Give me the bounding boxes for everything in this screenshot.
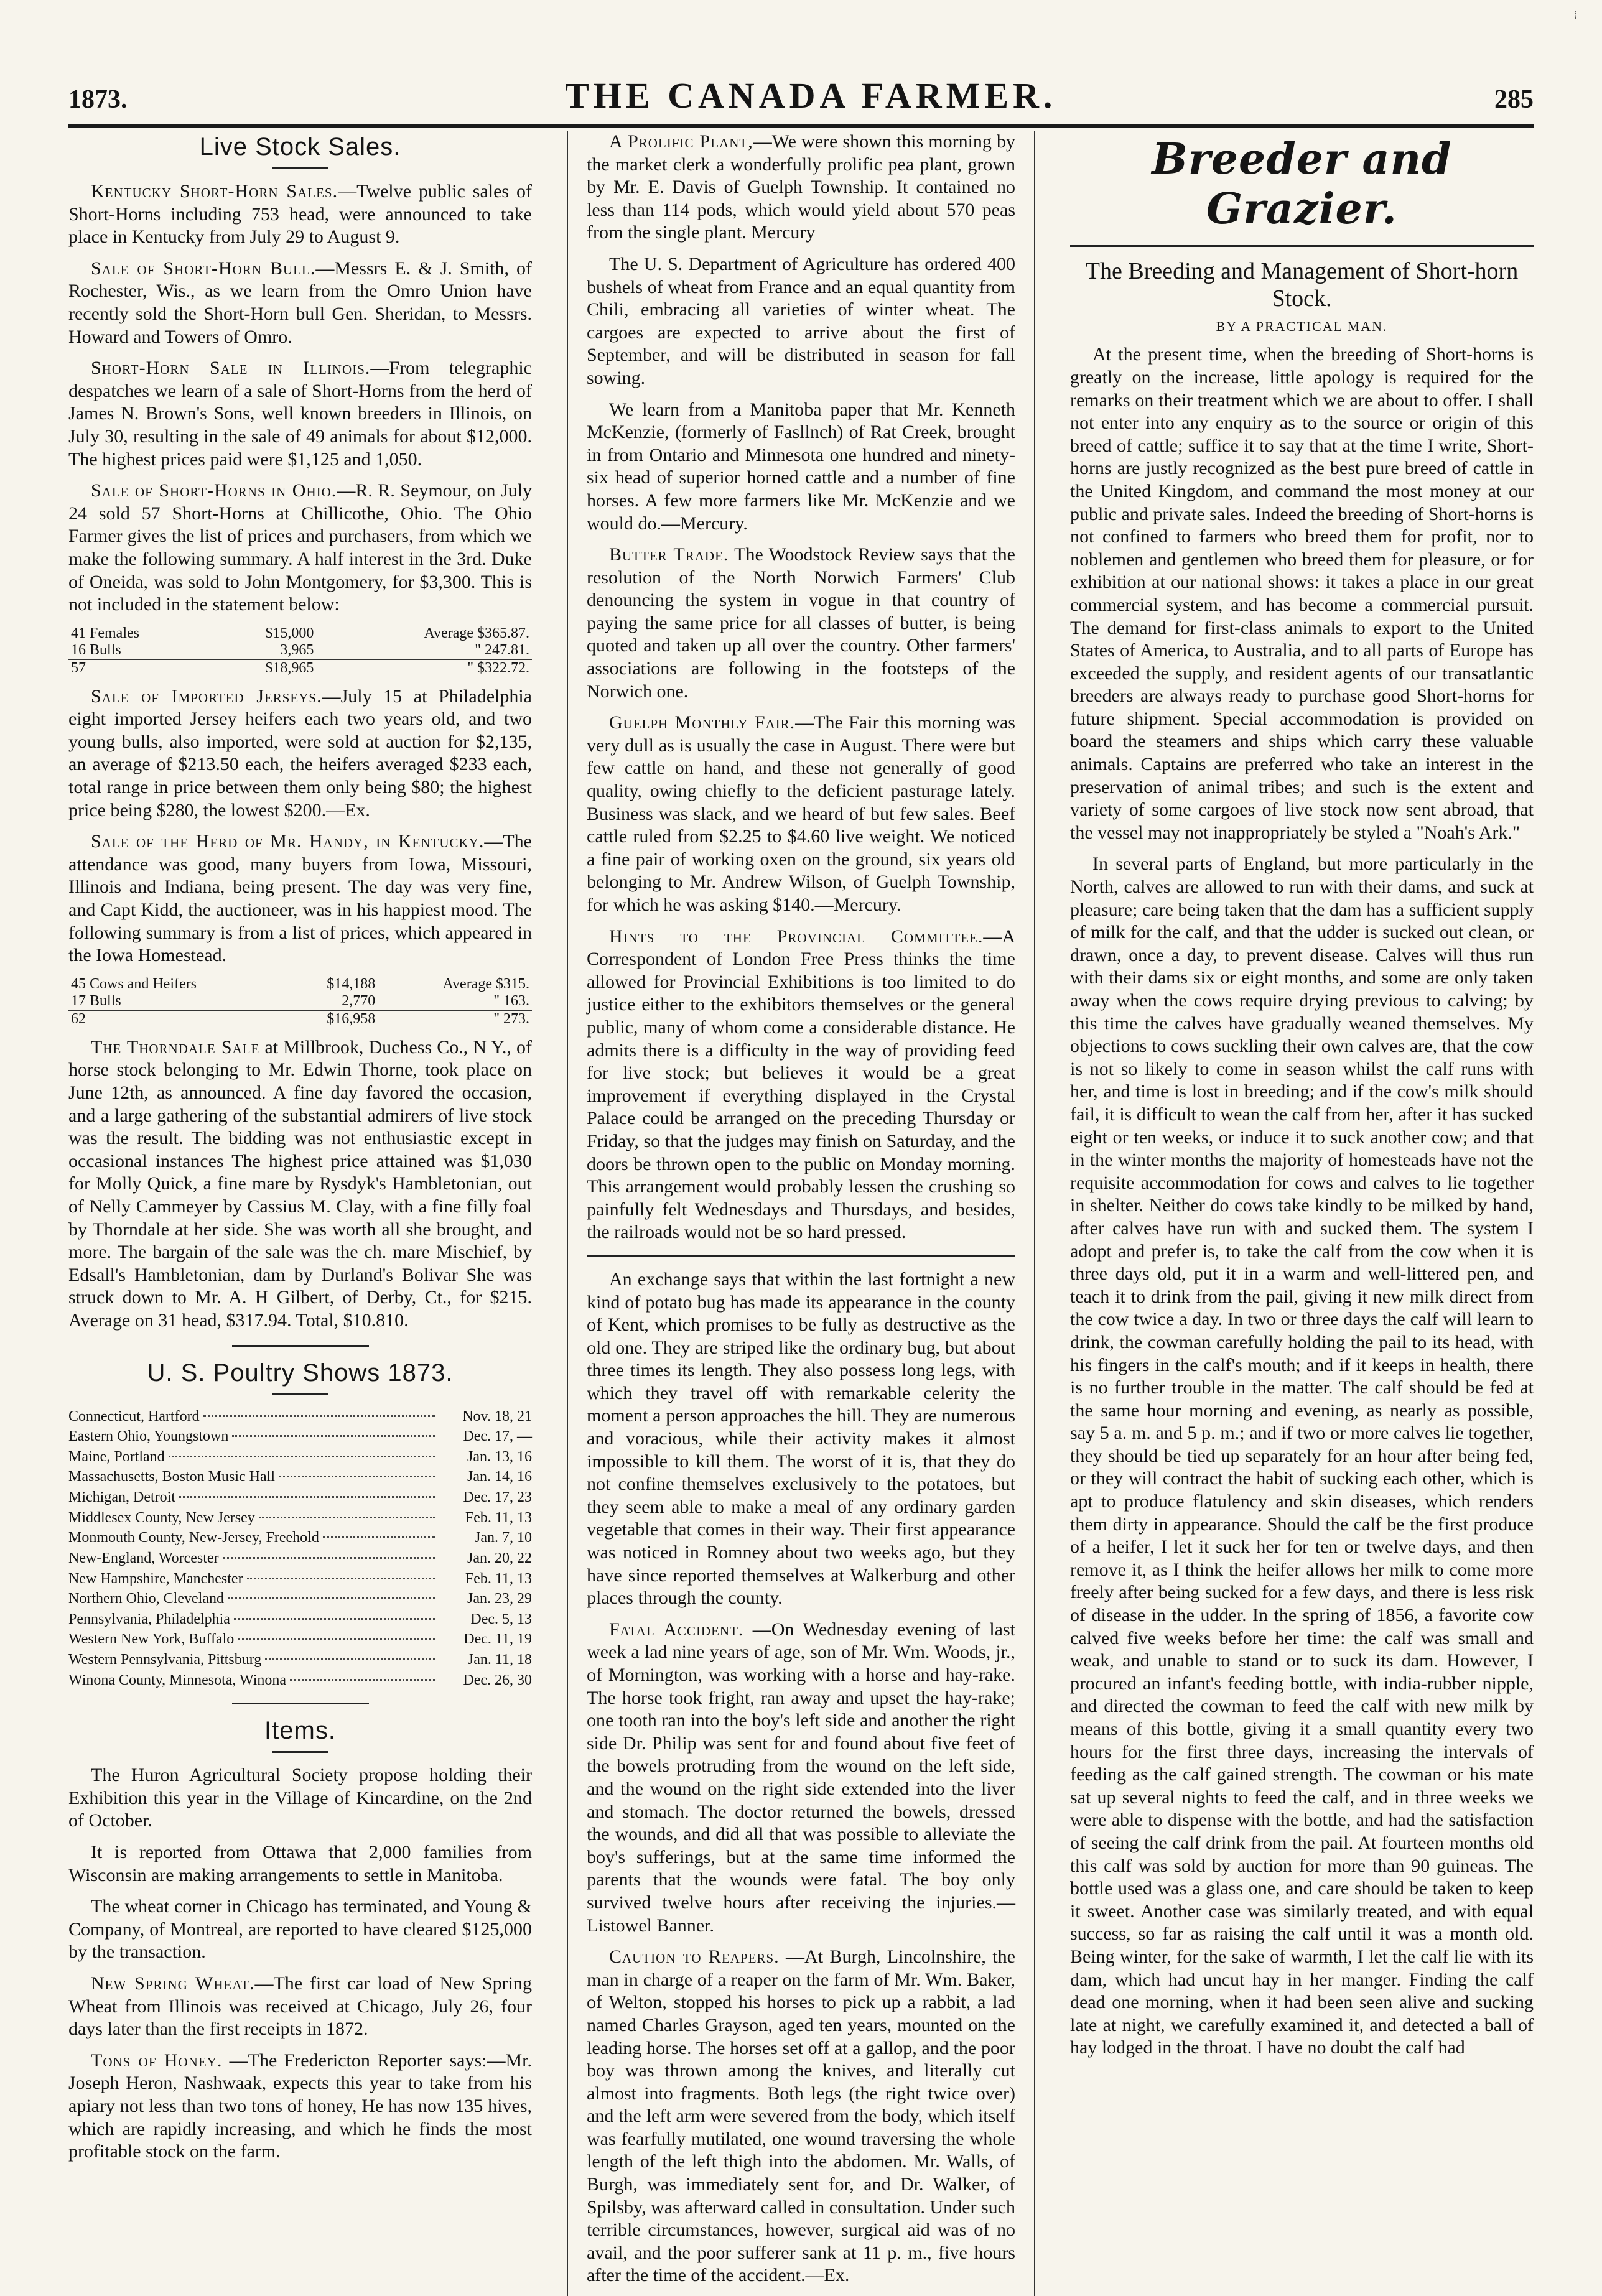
show-date: Nov. 18, 21 [462, 1408, 532, 1425]
lead-in: Short-Horn Sale in Illinois. [91, 358, 371, 379]
lead-in: Kentucky Short-Horn Sales. [91, 181, 338, 202]
leader-dots [169, 1456, 435, 1457]
divider [272, 1751, 328, 1753]
table-cell: 17 Bulls [71, 992, 121, 1009]
table-row [68, 976, 532, 993]
heading-live-stock-sales: Live Stock Sales. [199, 133, 401, 160]
lead-in: Fatal Accident. [609, 1619, 744, 1640]
article-prolific-plant [587, 131, 1015, 244]
leader-dots [259, 1517, 435, 1518]
table-row [68, 993, 532, 1010]
article-jersey-sale [68, 686, 532, 822]
leader-dots [247, 1578, 435, 1579]
columns [68, 131, 1534, 2286]
show-location: Western Pennsylvania, Pittsburg [68, 1652, 262, 1668]
masthead [68, 75, 1534, 128]
list-item [68, 1670, 532, 1691]
show-location: New-England, Worcester [68, 1550, 219, 1566]
leader-dots [290, 1679, 435, 1681]
show-location: Monmouth County, New-Jersey, Freehold [68, 1530, 319, 1546]
leader-dots [232, 1435, 435, 1437]
divider [1070, 245, 1534, 247]
show-date: Jan. 11, 18 [467, 1652, 532, 1668]
lead-in: Tons of Honey. [91, 2050, 223, 2071]
table-cell: 57 [68, 659, 212, 677]
show-location: Massachusetts, Boston Music Hall [68, 1469, 275, 1485]
article-provincial-committee [587, 926, 1015, 1244]
list-item [68, 1467, 532, 1487]
article-thorndale-sale [68, 1036, 532, 1332]
article-text: —From telegraphic despatches we learn of a sale of Short-Horns from the herd of James N. Brown's Sons, well known breeders in Illinois, on July 30, resulting in the sale of 49 animals for about $12,000. The highest prices paid were $1,125 and 1,050. [68, 358, 532, 470]
lead-in: Hints to the Provincial Committee. [609, 926, 984, 947]
show-location: Eastern Ohio, Youngstown [68, 1428, 229, 1445]
table-row-total [68, 659, 532, 677]
item-huron: The Huron Agricultural Society propose holding their Exhibition this year in the Village of Kincardine, on the 2nd of October. [68, 1765, 532, 1831]
column-left [68, 131, 537, 2296]
show-date: Jan. 20, 22 [467, 1550, 532, 1566]
list-item [68, 1508, 532, 1528]
list-item [68, 1629, 532, 1650]
heading-poultry-shows: U. S. Poultry Shows 1873. [147, 1359, 454, 1387]
table-cell: " 273. [378, 1010, 532, 1028]
leader-dots [179, 1496, 435, 1498]
article-text: —The first car load of New Spring Wheat from Illinois was received at Chicago, July 26, four days later than the first receipts in 1872. [68, 1973, 532, 2040]
list-item [68, 1447, 532, 1467]
masthead-year: 1873. [68, 85, 128, 114]
table-row [68, 625, 532, 642]
article-text: —July 15 at Philadelphia eight imported Jersey heifers each two years old, and two young bulls, also imported, were sold at auction for $2,135, an average of $213.50 each, the heifers averaged $233 each, total range in price between them only being $80; the highest price being $280, the lowest $200.—Ex. [68, 686, 532, 820]
lead-in: Caution to Reapers. [609, 1946, 780, 1968]
list-item [68, 1487, 532, 1508]
leader-dots [279, 1476, 435, 1477]
list-item [68, 1406, 532, 1427]
article-handy-herd [68, 830, 532, 967]
leader-dots [234, 1618, 435, 1620]
divider [587, 1255, 1015, 1257]
handy-sale-table [68, 976, 532, 1028]
list-item [68, 1609, 532, 1630]
byline: BY A PRACTICAL MAN. [1216, 318, 1388, 335]
show-date: Jan. 23, 29 [467, 1591, 532, 1607]
table-cell: " $322.72. [316, 659, 532, 677]
lead-in: A Prolific Plant, [609, 131, 753, 152]
article-text: —A Correspondent of London Free Press thinks the time allowed for Provincial Exhibitions is too limited to do justice either to the exhibitors themselves or the general public, many of whom come a considerable distance. He admits there is a difficulty in the way of providing feed for live stock; but believes it would be a great improvement if everything displayed in the Crystal Palace could be arranged on the preceding Thursday or Friday, so that the judges may finish on Saturday, and the doors be thrown open to the public on Monday morning. This arrangement would probably lessen the crushing so painfully felt Wednesdays and Thursdays, and besides, the railroads would not be so hard pressed. [587, 926, 1015, 1243]
lead-in: Sale of Short-Horns in Ohio. [91, 480, 337, 501]
leader-dots [265, 1658, 435, 1660]
article-guelph-fair [587, 712, 1015, 916]
show-date: Feb. 11, 13 [465, 1509, 532, 1526]
column-middle [567, 131, 1035, 2296]
show-location: Winona County, Minnesota, Winona [68, 1671, 287, 1688]
table-cell: 41 Females [71, 625, 139, 641]
article-kentucky-sales [68, 180, 532, 249]
article-text: —Twelve public sales of Short-Horns including 753 head, were announced to take place in Kentucky from July 29 to August 9. [68, 181, 532, 248]
table-cell: 62 [68, 1010, 288, 1028]
table-row [68, 642, 532, 659]
table-cell: 45 Cows and Heifers [71, 975, 197, 992]
article-potato-bug: An exchange says that within the last fortnight a new kind of potato bug has made its appearance in the county of Kent, which promises to be fully as destructive as the old one. They are striped like the ordinary bug, but about three times its length. They also possess long legs, with which they travel off with remarkable celerity the moment a person approaches the hill. They are numerous and voracious, while their activity makes it almost impossible to kill them. The worst of it is, that they do not confine themselves exclusively to the potatoes, but they seem able to make a meal of any ordinary garden vegetable that comes in their way. Their first appearance was noticed in Romney about two weeks ago, but they have since reported themselves at Walkerburg and other places through the county. [587, 1268, 1015, 1609]
list-item [68, 1426, 532, 1447]
divider [232, 1703, 369, 1704]
article-text: —We were shown this morning by the market clerk a wonderfully prolific pea plant, grown by Mr. E. Davis of Guelph Township. It contained no less than 114 pods, which would yield about 570 peas from the single plant. Mercury [587, 131, 1016, 243]
show-location: Middlesex County, New Jersey [68, 1509, 255, 1526]
lead-in: New Spring Wheat. [91, 1973, 255, 1994]
article-illinois-sale [68, 357, 532, 471]
lead-in: Sale of the Herd of Mr. Handy, in Kentucky. [91, 831, 485, 852]
article-caution-reapers [587, 1946, 1015, 2287]
divider [272, 1393, 328, 1395]
article-text: —The attendance was good, many buyers from Iowa, Missouri, Illinois and Indiana, being present. The day was very fine, and Capt Kidd, the auctioneer, was in his happiest mood. The following summary is from a list of prices, which appeared in the Iowa Homestead. [68, 831, 532, 966]
leader-dots [203, 1415, 435, 1417]
show-location: Michigan, Detroit [68, 1489, 175, 1506]
article-text: —On Wednesday evening of last week a lad nine years of age, son of Mr. Wm. Woods, jr., of Mornington, was working with a horse and hay-rake. The horse took fright, ran away and upset the hay-rake; one tooth ran into the boy's left side and another the right side Dr. Philip was sent for and found about five feet of the bowels protruding from the wound on the left side, and the wound on the right side extended into the liver and stomach. The doctor returned the bowels, dressed the wounds, and did all that was possible to alleviate the boy's sufferings, but at the same time informed the parents that the wounds were fatal. The boy only survived twelve hours after receiving the injuries.—Listowel Banner. [587, 1619, 1015, 1936]
article-text: —Messrs E. & J. Smith, of Rochester, Wis., as we learn from the Omro Union have recently sold the Short-Horn bull Gen. Sheridan, to Messrs. Howard and Towers of Omro. [68, 258, 532, 347]
lead-in: Guelph Monthly Fair. [609, 712, 796, 733]
leader-dots [223, 1557, 435, 1559]
show-date: Jan. 14, 16 [467, 1469, 532, 1485]
table-cell: 16 Bulls [71, 641, 121, 658]
show-date: Dec. 17, 23 [463, 1489, 532, 1506]
article-manitoba: We learn from a Manitoba paper that Mr. Kenneth McKenzie, (formerly of Fasllnch) of Rat Creek, brought in from Ontario and Minnesota one hundred and ninety-six head of superior horned cattle and a number of fine horses. A few more farmers like Mr. McKenzie and we would do.—Mercury. [587, 399, 1015, 534]
divider [232, 1345, 369, 1347]
article-paragraph: In several parts of England, but more particularly in the North, calves are allowed to run with their dams, and suck at pleasure; care being taken that the dam has a sufficient supply of milk for the calf, and that the udder is sucked out clean, or drawn, once a day, to prevent disease. Calves will thus run with their dams six or eight months, and some are only taken away when the cows require drying previous to calving; by this time the calves have gradually weaned themselves. My objections to cows suckling their own calves are, that the cow is not so likely to come in season whilst the calf runs with her, and time is lost in breeding; and if the cow's milk should fail, it is difficult to wean the calf from her, after it has sucked eight or ten weeks, or induce it to suck another cow; and that in the winter months the majority of homesteads have not the requisite accommodation for cows and calves to lie together in shelter. Neither do cows take kindly to be milked by hand, after calves have run with and sucked them. The system I adopt and prefer is, to take the calf from the cow when it is three days old, put it in a warm and well-littered pen, and teach it to drink from the pail, giving it new milk direct from the cow twice a day. In two or three days the calf will learn to drink, the cowman carefully holding the pail to its head, with his fingers in the calf's mouth; and if it keeps in health, there is no further trouble in the matter. The calf should be fed at the same hour morning and evening, as nearly as possible, say 5 a. m. and 5 p. m.; and if two or more calves lie together, they should be tied up separately for an hour after being fed, or they will contract the habit of sucking each other, which is apt to produce flatulency and skin diseases, which renders them dirty in appearance. Should the calf be the first produce of a heifer, I let it suck her for ten or twelve days, and then remove it, as I think the heifer allows her milk to come more freely after being sucked for a few days, and there is less risk of disease in the udder. In the spring of 1856, a favorite cow calved five weeks before her time: the calf was small and weak, and unable to stand or to suck its dam. However, I procured an infant's feeding bottle, with india-rubber nipple, and directed the cowman to feed the calf with new milk by means of this bottle, giving it a small quantity every two hours for the first three days, increasing the intervals of feeding as the calf gained strength. The cowman or his mate sat up several nights to feed the calf, and in three weeks we were able to dispense with the bottle, and had the satisfaction of seeing the calf drink from the pail. At fourteen months old this calf was sold by auction for more than 90 guineas. The bottle used was a glass one, and care should be taken to keep it sweet. Another case was similarly treated, and with equal success, so far as raising the calf until it was a month old. Being winter, for the sake of warmth, I let the calf lie with its dam, which had uncut hay in her manger. Finding the calf dead one morning, when it had been seen alive and sucking late at night, we carefully examined it, and detected a ball of hay lodged in the throat. I have no doubt the calf had [1070, 853, 1534, 2058]
list-item [68, 1569, 532, 1589]
leader-dots [228, 1597, 435, 1599]
article-text: —The Fair this morning was very dull as is usually the case in August. There were but few cattle on hand, and these not generally of good quality, owing chiefly to the deficient pasturage lately. Business was slack, and we heard of but few sales. Beef cattle ruled from $2.25 to $4.60 live weight. We noticed a fine pair of working oxen on the ground, six years old belonging to Mr. Andrew Wilson, of Guelph Township, for which he was asking $140.—Mercury. [587, 712, 1015, 915]
corner-mark: ⁞ [1573, 9, 1577, 21]
table-cell: $14,188 [327, 975, 376, 992]
lead-in: Butter Trade. [609, 544, 729, 565]
article-butter-trade [587, 544, 1015, 703]
leader-dots [323, 1536, 435, 1538]
list-item [68, 1650, 532, 1670]
article-text: —At Burgh, Lincolnshire, the man in charge of a reaper on the farm of Mr. Wm. Baker, of Welton, stopped his horses to pick up a rabbit, a lad named Charles Grayson, aged ten years, mounted on the leading horse. The horses set off at a gallop, and the poor boy was thrown among the knives, and literally cut almost into fragments. Both legs (the right twice over) and the left arm were severed from the body, which itself was fearfully mutilated, one wound traversing the whole length of the left thigh into the abdomen. Mr. Walls, of Burgh, was immediately sent for, and Dr. Walker, of Spilsby, was afterward called in consultation. Under such terrible circumstances, however, surgical aid was of no avail, and the poor sufferer sank at 11 p. m., five hours after the time of the accident.—Ex. [587, 1946, 1015, 2286]
column-right [1065, 131, 1534, 2296]
page-number: 285 [1494, 85, 1534, 114]
show-location: Connecticut, Hartford [68, 1408, 200, 1425]
show-date: Dec. 11, 19 [463, 1631, 532, 1648]
article-paragraph: At the present time, when the breeding of Short-horns is greatly on the increase, little apology is required for the remarks on their treatment which we are about to offer. I shall not enter into any enquiry as to the source or origin of this breed of cattle; suffice it to say that at the time I write, Short-horns are justly recognized as the best pure breed of cattle in the United Kingdom, and command the most money at our public and private sales. Indeed the breeding of Short-horns is not confined to farmers who breed them for profit, nor to noblemen and gentlemen who breed them for pleasure, or for exhibition at our national shows: it takes a place in our great commercial system, and has become a commercial pursuit. The demand for first-class animals to export to the United States of America, to Australia, and to all parts of Europe has exceeded the supply, and resident agents of our transatlantic breeders are always ready to purchase good Short-horns for future shipment. Special accommodation is provided on board the steamers and ships which carry these valuable animals. Captains are preferred who take an interest in the preservation of animal tribes; and such is the extent and variety of some cargoes of live stock now sent abroad, that the vessel may not inappropriately be styled a "Noah's Ark." [1070, 344, 1534, 843]
article-text: —The Fredericton Reporter says:—Mr. Joseph Heron, Nashwaak, expects this year to take from his apiary not less than two tons of honey, He has now 135 hives, which are rapidly increasing, and which he finds the most profitable stock on the farm. [68, 2050, 533, 2162]
show-location: Northern Ohio, Cleveland [68, 1591, 224, 1607]
heading-items: Items. [264, 1717, 336, 1745]
lead-in: Sale of Short-Horn Bull. [91, 258, 316, 279]
lead-in: The Thorndale Sale [91, 1036, 260, 1057]
show-location: New Hampshire, Manchester [68, 1570, 243, 1587]
article-wheat-chili: The U. S. Department of Agriculture has ordered 400 bushels of wheat from France and an equal quantity from Chili, embracing all varieties of winter wheat. The cargoes are expected to arrive about the first of September, and will be distributed in season for fall sowing. [587, 253, 1015, 388]
show-date: Feb. 11, 13 [465, 1570, 532, 1587]
table-row-total [68, 1010, 532, 1028]
show-location: Maine, Portland [68, 1448, 165, 1465]
list-item [68, 1528, 532, 1548]
article-fatal-accident [587, 1619, 1015, 1937]
table-cell: Average $365.87. [424, 625, 529, 641]
ohio-sale-table [68, 625, 532, 677]
table-cell: Average $315. [442, 975, 529, 992]
table-cell: $16,958 [288, 1010, 378, 1028]
department-heading: Breeder and Grazier. [1152, 134, 1452, 234]
divider [272, 167, 328, 169]
article-text: The Woodstock Review says that the resolution of the North Norwich Farmers' Club denouncing the system in vogue in that country of paying the same price for all classes of butter, is being quoted and taken up all over the country. Other farmers' associations are following in the footsteps of the Norwich one. [587, 544, 1015, 702]
table-cell: 2,770 [342, 992, 376, 1009]
table-cell: 3,965 [280, 641, 314, 658]
table-cell: $15,000 [265, 625, 314, 641]
show-date: Dec. 17, — [463, 1428, 532, 1445]
article-text: at Millbrook, Duchess Co., N Y., of horse stock belonging to Mr. Edwin Thorne, took place on June 12th, as announced. A fine day favored the occasion, and a large gathering of the substantial admirers of live stock was the result. The bidding was not enthusiastic except in occasional instances The highest price attained was $1,030 for Molly Quick, a fine mare by Rysdyk's Hambletonian, out of Nelly Cammeyer by Cassius M. Clay, with a fine filly foal by Thorndale at her side. She was worth all she brought, and more. The bargain of the sale was the ch. mare Mischief, by Edsall's Hambletonian, dam by Durland's Bolivar She was struck down to Mr. A. H Gilbert, of Derby, Ct., for $215. Average on 31 head, $317.94. Total, $10.810. [68, 1036, 532, 1331]
show-location: Western New York, Buffalo [68, 1631, 235, 1648]
article-shorthorn-bull [68, 258, 532, 348]
poultry-show-list [68, 1406, 532, 1691]
show-date: Dec. 5, 13 [470, 1610, 532, 1627]
leader-dots [238, 1638, 435, 1640]
show-date: Jan. 13, 16 [467, 1448, 532, 1465]
item-honey [68, 2050, 532, 2164]
show-location: Pennsylvania, Philadelphia [68, 1610, 230, 1627]
article-title: The Breeding and Management of Short-horn Stock. [1085, 258, 1519, 312]
table-cell: " 163. [493, 992, 529, 1009]
item-spring-wheat [68, 1973, 532, 2041]
article-text: —R. R. Seymour, on July 24 sold 57 Short-Horns at Chillicothe, Ohio. The Ohio Farmer gives the list of prices and purchasers, from which we make the following summary. A half interest in the 3rd. Duke of Oneida, was sold to John Montgomery, for $3,300. This is not included in the statement below: [68, 480, 533, 615]
show-date: Dec. 26, 30 [463, 1671, 532, 1688]
item-wisconsin: It is reported from Ottawa that 2,000 families from Wisconsin are making arrangements to settle in Manitoba. [68, 1842, 532, 1885]
masthead-title: THE CANADA FARMER. [565, 75, 1057, 116]
lead-in: Sale of Imported Jerseys. [91, 686, 322, 707]
list-item [68, 1548, 532, 1569]
table-cell: $18,965 [212, 659, 316, 677]
table-cell: " 247.81. [475, 641, 529, 658]
article-ohio-sale [68, 480, 532, 616]
list-item [68, 1589, 532, 1609]
item-chicago: The wheat corner in Chicago has terminated, and Young & Company, of Montreal, are reported to have cleared $125,000 by the transaction. [68, 1896, 532, 1963]
show-date: Jan. 7, 10 [475, 1530, 532, 1546]
